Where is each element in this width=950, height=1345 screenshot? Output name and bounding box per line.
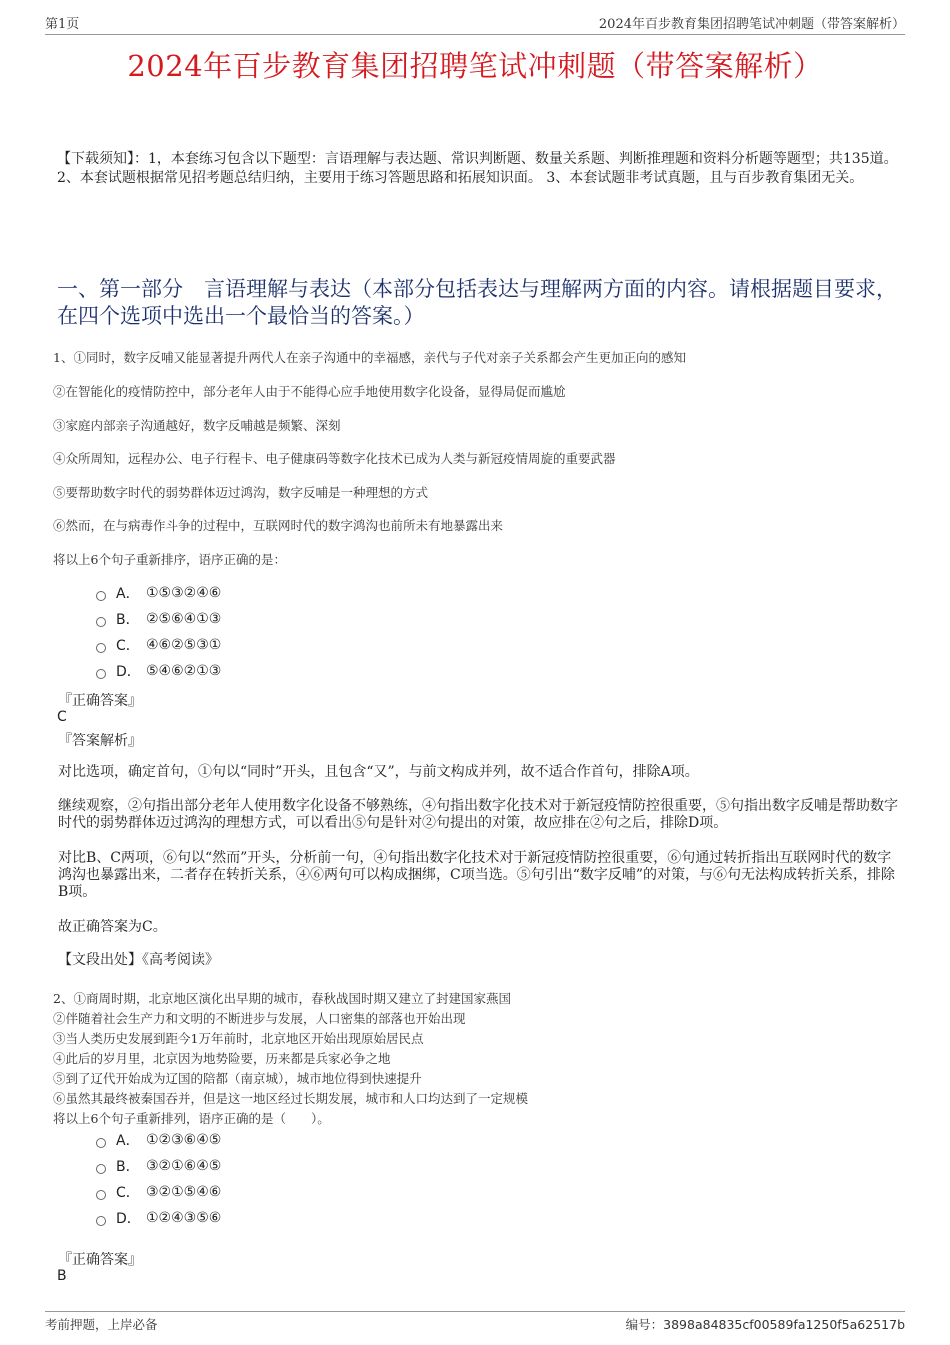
q2-sentence: ⑤到了辽代开始成为辽国的陪都（南京城），城市地位得到快速提升 — [53, 1071, 422, 1086]
footer-slogan: 考前押题，上岸必备 — [45, 1317, 158, 1332]
option-letter: A． — [116, 1133, 140, 1149]
radio-icon[interactable] — [96, 643, 106, 653]
q1-analysis-paragraph: 继续观察，②句指出部分老年人使用数字化设备不够熟练，④句指出数字化技术对于新冠疫情防控很重要，⑤句指出数字反哺是帮助数字时代的弱势群体迈过鸿沟的理想方式，可以看出⑤句是针对②句提出的对策，故应排在②句之后，排除D项。 — [58, 798, 898, 831]
radio-icon[interactable] — [96, 1216, 106, 1226]
q1-sentence: ③家庭内部亲子沟通越好，数字反哺越是频繁、深刻 — [53, 418, 341, 433]
q1-option-a[interactable] — [96, 583, 221, 603]
q2-sentence: ⑥虽然其最终被秦国吞并，但是这一地区经过长期发展，城市和人口均达到了一定规模 — [53, 1091, 529, 1106]
q1-analysis-label: 『答案解析』 — [58, 733, 142, 749]
radio-icon[interactable] — [96, 1164, 106, 1174]
q1-sentence: 1、①同时，数字反哺又能显著提升两代人在亲子沟通中的幸福感，亲代与子代对亲子关系都会产生更加正向的感知 — [53, 350, 686, 365]
q2-option-d[interactable] — [96, 1208, 221, 1228]
q1-sentence: ④众所周知，远程办公、电子行程卡、电子健康码等数字化技术已成为人类与新冠疫情周旋的重要武器 — [53, 451, 616, 466]
q1-sentence: ⑥然而，在与病毒作斗争的过程中，互联网时代的数字鸿沟也前所未有地暴露出来 — [53, 518, 504, 533]
footer-code — [626, 1315, 905, 1333]
radio-icon[interactable] — [96, 1190, 106, 1200]
option-text: ①②④③⑤⑥ — [146, 1210, 222, 1226]
q1-prompt: 将以上6个句子重新排序，语序正确的是： — [53, 552, 286, 567]
q2-sentence: ②伴随着社会生产力和文明的不断进步与发展，人口密集的部落也开始出现 — [53, 1011, 466, 1026]
header-doc-title: 2024年百步教育集团招聘笔试冲刺题（带答案解析） — [598, 17, 905, 32]
option-text: ①②③⑥④⑤ — [146, 1132, 222, 1148]
q1-analysis-paragraph: 对比B、C两项，⑥句以“然而”开头，分析前一句，④句指出数字化技术对于新冠疫情防控很重要，⑥句通过转折指出互联网时代的数字鸿沟也暴露出来，二者存在转折关系，④⑥两句可以构成捆绑，C项当选。⑤句引出“数字反哺”的对策，与⑥句无法构成转折关系，排除B项。 — [58, 850, 896, 900]
q2-sentence: 2、①商周时期，北京地区演化出早期的城市，春秋战国时期又建立了封建国家燕国 — [53, 991, 511, 1006]
option-letter: C． — [116, 1185, 140, 1201]
radio-icon[interactable] — [96, 617, 106, 627]
q1-source: 【文段出处】《高考阅读》 — [58, 952, 219, 968]
option-letter: B． — [116, 612, 140, 628]
section-heading: 一、第一部分 言语理解与表达（本部分包括表达与理解两方面的内容。请根据题目要求，在四个选项中选出一个最恰当的答案。） — [57, 277, 897, 328]
q1-option-b[interactable] — [96, 609, 221, 629]
option-text: ②⑤⑥④①③ — [146, 611, 222, 627]
option-letter: C． — [116, 638, 140, 654]
q1-analysis-conclusion: 故正确答案为C。 — [58, 919, 167, 935]
q1-option-c[interactable] — [96, 635, 221, 655]
radio-icon[interactable] — [96, 591, 106, 601]
radio-icon[interactable] — [96, 1138, 106, 1148]
q2-option-b[interactable] — [96, 1156, 221, 1176]
option-text: ④⑥②⑤③① — [146, 637, 222, 653]
option-text: ①⑤③②④⑥ — [146, 585, 222, 601]
q2-option-c[interactable] — [96, 1182, 221, 1202]
option-text: ③②①⑥④⑤ — [146, 1158, 222, 1174]
q2-sentence: ④此后的岁月里，北京因为地势险要，历来都是兵家必争之地 — [53, 1051, 391, 1066]
q1-sentence: ②在智能化的疫情防控中，部分老年人由于不能得心应手地使用数字化设备，显得局促而尴尬 — [53, 384, 566, 399]
page-header — [45, 12, 905, 35]
page-number: 第1页 — [45, 17, 80, 32]
q2-answer-label: 『正确答案』 — [58, 1252, 142, 1268]
option-letter: D． — [116, 664, 141, 680]
option-letter: D． — [116, 1211, 141, 1227]
q1-option-d[interactable] — [96, 661, 221, 681]
download-notice: 【下载须知】：1，本套练习包含以下题型：言语理解与表达题、常识判断题、数量关系题、判断推理题和资料分析题等题型；共135道。 2、本套试题根据常见招考题总结归纳，主要用于练习答题思路和拓展知识面。 3、本套试题非考试真题，且与百步教育集团无关。 — [57, 151, 898, 186]
document-title: 2024年百步教育集团招聘笔试冲刺题（带答案解析） — [127, 49, 823, 83]
radio-icon[interactable] — [96, 669, 106, 679]
q1-analysis-paragraph: 对比选项，确定首句，①句以“同时”开头，且包含“又”，与前文构成并列，故不适合作首句，排除A项。 — [58, 764, 699, 780]
page-footer — [45, 1311, 905, 1336]
q2-answer-value: B — [57, 1268, 67, 1284]
q2-prompt: 将以上6个句子重新排列，语序正确的是（ ）。 — [53, 1111, 330, 1126]
option-text: ③②①⑤④⑥ — [146, 1184, 222, 1200]
q2-sentence: ③当人类历史发展到距今1万年前时，北京地区开始出现原始居民点 — [53, 1031, 424, 1046]
q1-sentence: ⑤要帮助数字时代的弱势群体迈过鸿沟，数字反哺是一种理想的方式 — [53, 485, 429, 500]
q1-answer-value: C — [57, 709, 67, 725]
q2-option-a[interactable] — [96, 1130, 221, 1150]
q1-answer-label: 『正确答案』 — [58, 693, 142, 709]
option-letter: A． — [116, 586, 140, 602]
option-letter: B． — [116, 1159, 140, 1175]
footer-code-label: 编号： — [625, 1317, 664, 1332]
footer-code-value: 3898a84835cf00589fa1250f5a62517b — [663, 1317, 905, 1332]
option-text: ⑤④⑥②①③ — [146, 663, 222, 679]
